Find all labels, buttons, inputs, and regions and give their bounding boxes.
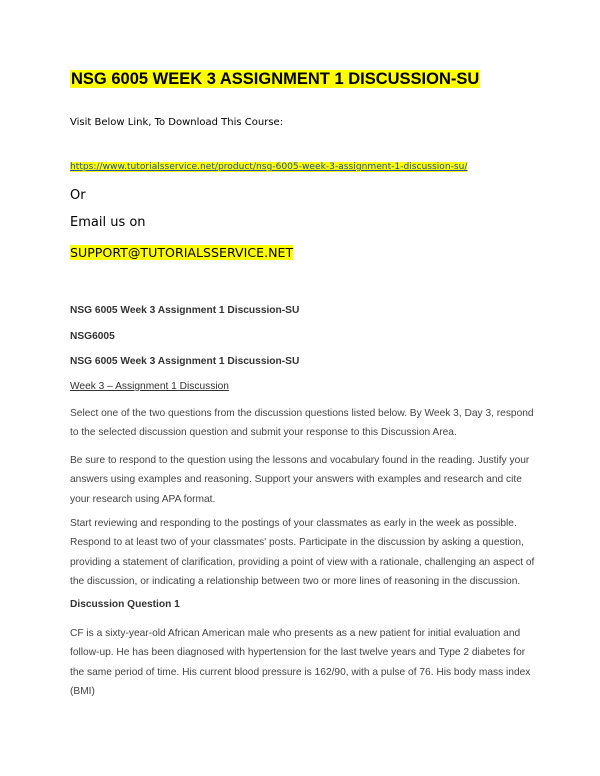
week-assignment-link[interactable]: Week 3 – Assignment 1 Discussion [70, 381, 229, 392]
paragraph-peer-responses: Start reviewing and responding to the postings of your classmates as early in the week as possible. Respond to at least two of your classmates' posts. Participate in the discussion by asking a question, providing a statement of clarification, providing a point of view with a rationale, challenging an aspect of the discussion, or indicating a relationship between two or more lines of reasoning in the discussion. [70, 518, 535, 588]
document-title-text: NSG 6005 WEEK 3 ASSIGNMENT 1 DISCUSSION-SU [71, 70, 480, 88]
email-label: Email us on [70, 215, 146, 230]
subtitle-2: NSG 6005 Week 3 Assignment 1 Discussion-SU [70, 356, 300, 367]
support-email[interactable]: SUPPORT@TUTORIALSSERVICE.NET [70, 245, 294, 260]
visit-instruction: Visit Below Link, To Download This Course: [70, 117, 284, 128]
course-link[interactable]: https://www.tutorialsservice.net/product/nsg-6005-week-3-assignment-1-discussion-su/ [70, 162, 468, 172]
subtitle-1: NSG 6005 Week 3 Assignment 1 Discussion-SU [70, 305, 300, 316]
document-title [70, 67, 480, 91]
paragraph-response-guidelines: Be sure to respond to the question using the lessons and vocabulary found in the reading. Justify your answers using examples and reasoning. Support your answers with examples and research and cite your research using APA format. [70, 455, 530, 505]
or-text: Or [70, 188, 86, 203]
course-code: NSG6005 [70, 331, 115, 342]
paragraph-case-study: CF is a sixty-year-old African American male who presents as a new patient for initial evaluation and follow-up. He has been diagnosed with hypertension for the last twelve years and Type 2 diabetes for the same period of time. His current blood pressure is 162/90, with a pulse of 76. His body mass index (BMI) [70, 628, 531, 698]
paragraph-instructions: Select one of the two questions from the discussion questions listed below. By Week 3, Day 3, respond to the selected discussion question and submit your response to this Discussion Area. [70, 408, 534, 439]
discussion-question-heading: Discussion Question 1 [70, 599, 180, 610]
